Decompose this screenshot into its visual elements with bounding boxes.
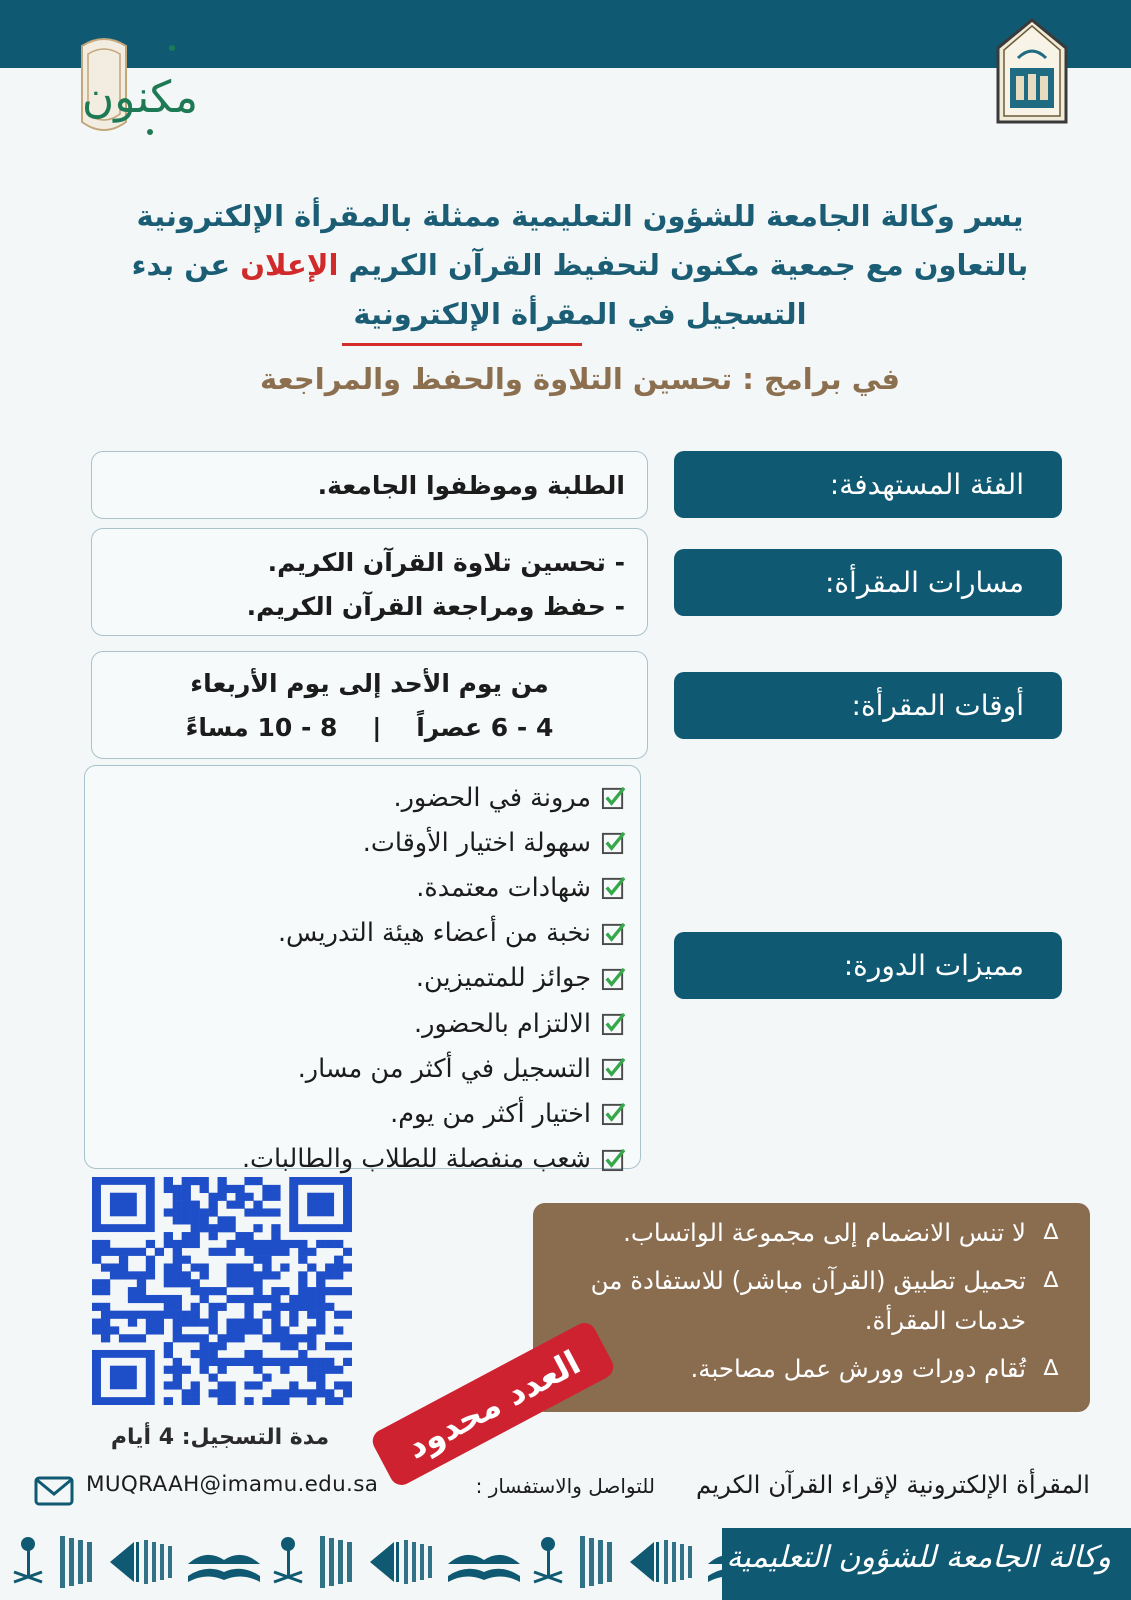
headline-line-1: يسر وكالة الجامعة للشؤون التعليمية ممثلة بالمقرأة الإلكترونية: [136, 199, 1024, 233]
headline-line-2: [120, 241, 1040, 290]
footer-email-link[interactable]: MUQRAAH@imamu.edu.sa: [86, 1472, 379, 1497]
feature-item: [85, 1001, 640, 1046]
feature-item: [85, 1137, 640, 1182]
note-text-1: لا تنس الانضمام إلى مجموعة الواتساب.: [623, 1218, 1026, 1247]
feature-text: شهادات معتمدة.: [416, 872, 591, 903]
target-value: الطلبة وموظفوا الجامعة.: [317, 470, 625, 500]
feature-text: الالتزام بالحضور.: [414, 1008, 591, 1039]
note-text-2: تحميل تطبيق (القرآن مباشر) للاستفادة من خدمات المقرأة.: [590, 1266, 1026, 1335]
track-item-1: - تحسين تلاوة القرآن الكريم.: [267, 548, 625, 577]
checkbox-checked-icon: [601, 1056, 626, 1081]
features-label: مميزات الدورة:: [674, 932, 1062, 999]
feature-text: مرونة في الحضور.: [393, 782, 591, 813]
feature-text: اختيار أكثر من يوم.: [390, 1098, 591, 1129]
feature-text: جوائز للمتميزين.: [415, 963, 591, 994]
checkbox-checked-icon: [601, 875, 626, 900]
feature-item: [85, 865, 640, 910]
headline-line-3: التسجيل في المقرأة الإلكترونية: [353, 297, 807, 331]
feature-text: شعب منفصلة للطلاب والطالبات.: [241, 1144, 591, 1175]
features-list: [85, 766, 640, 1182]
checkbox-checked-icon: [601, 1147, 626, 1172]
maknoon-logo: [52, 34, 202, 144]
feature-item: [85, 1091, 640, 1136]
times-slots: 4 - 6 عصراً | 8 - 10 مساءً: [185, 713, 554, 742]
headline-line-2-end: عن بدء: [131, 248, 231, 282]
note-item: [553, 1261, 1064, 1341]
limited-seats-badge: العدد محدود: [369, 1319, 618, 1489]
decorative-bottom-pattern: [0, 1528, 722, 1600]
note-item: [553, 1213, 1064, 1253]
note-item: [553, 1349, 1064, 1389]
headline-line-2-start: بالتعاون مع جمعية مكنون لتحفيظ القرآن الكريم: [348, 248, 1029, 282]
track-item-2: - حفظ ومراجعة القرآن الكريم.: [246, 592, 625, 621]
checkbox-checked-icon: [601, 785, 626, 810]
feature-item: [85, 775, 640, 820]
tracks-value-box: [91, 528, 648, 636]
headline-highlight: الإعلان: [240, 248, 339, 282]
note-text-3: تُقام دورات وورش عمل مصاحبة.: [690, 1354, 1026, 1383]
registration-duration: مدة التسجيل: 4 أيام: [110, 1425, 330, 1450]
features-box: [84, 765, 641, 1175]
times-value-box: [91, 651, 648, 759]
feature-item: [85, 1046, 640, 1091]
tracks-label: مسارات المقرأة:: [674, 549, 1062, 616]
feature-item: [85, 956, 640, 1001]
announcement-headline: [120, 192, 1040, 339]
triangle-icon: ∆: [1043, 1268, 1059, 1293]
target-value-box: [91, 451, 648, 519]
agency-wordmark: وكالة الجامعة للشؤون التعليمية: [726, 1540, 1111, 1575]
feature-item: [85, 820, 640, 865]
programs-subtitle: في برامج : تحسين التلاوة والحفظ والمراجعة: [259, 362, 901, 396]
target-label: الفئة المستهدفة:: [674, 451, 1062, 518]
checkbox-checked-icon: [601, 1011, 626, 1036]
feature-text: نخبة من أعضاء هيئة التدريس.: [277, 918, 591, 949]
qr-code[interactable]: [92, 1177, 352, 1405]
times-days: من يوم الأحد إلى يوم الأربعاء: [190, 669, 549, 698]
mail-icon: [34, 1476, 74, 1506]
feature-item: [85, 911, 640, 956]
checkbox-checked-icon: [601, 830, 626, 855]
headline-underline: [342, 343, 582, 346]
feature-text: سهولة اختيار الأوقات.: [362, 827, 591, 858]
maknoon-wordmark: مكنون: [81, 72, 199, 123]
footer-contact-label: للتواصل والاستفسار :: [475, 1474, 655, 1498]
triangle-icon: ∆: [1043, 1356, 1059, 1381]
times-label: أوقات المقرأة:: [674, 672, 1062, 739]
checkbox-checked-icon: [601, 921, 626, 946]
university-logo: [996, 18, 1068, 124]
feature-text: التسجيل في أكثر من مسار.: [297, 1053, 591, 1084]
footer-name: المقرأة الإلكترونية لإقراء القرآن الكريم: [696, 1470, 1090, 1499]
checkbox-checked-icon: [601, 1101, 626, 1126]
notes-box: [533, 1203, 1090, 1412]
triangle-icon: ∆: [1043, 1220, 1059, 1245]
checkbox-checked-icon: [601, 966, 626, 991]
